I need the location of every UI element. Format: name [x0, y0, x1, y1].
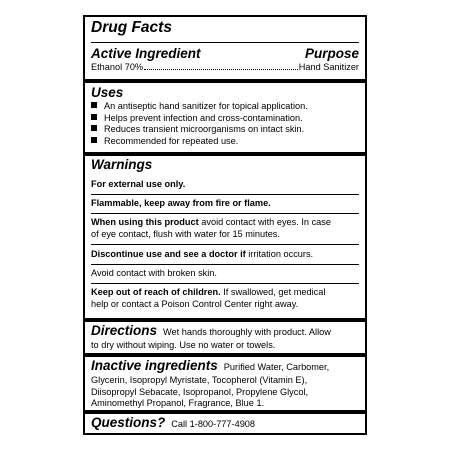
- warning-divider: [91, 194, 359, 195]
- directions-section: Directions Wet hands thoroughly with product. Allow to dry without wiping. Use no water or towels.: [91, 323, 331, 350]
- warning-broken-skin: Avoid contact with broken skin.: [91, 268, 217, 278]
- uses-list: [91, 101, 359, 147]
- purpose-header: Purpose: [304, 46, 359, 61]
- list-item: Helps prevent infection and cross-contamination.: [91, 113, 359, 125]
- questions-section: [85, 415, 365, 432]
- questions-header: Questions?: [91, 415, 166, 430]
- list-item: An antiseptic hand sanitizer for topical application.: [91, 101, 359, 113]
- warning-divider: [91, 213, 359, 214]
- leader-dots: [144, 69, 298, 70]
- warnings-header: Warnings: [91, 157, 153, 172]
- warning-external: For external use only.: [91, 179, 186, 189]
- active-ingredient-header: Active Ingredient: [91, 46, 201, 61]
- drug-facts-title: Drug Facts: [91, 19, 172, 36]
- section-divider: [85, 152, 365, 156]
- warning-divider: [91, 283, 359, 284]
- title-divider: [91, 42, 359, 43]
- bullet-icon: [91, 102, 97, 108]
- section-divider: [85, 353, 365, 357]
- section-divider: [85, 410, 365, 414]
- bullet-icon: [91, 125, 97, 131]
- bullet-icon: [91, 137, 97, 143]
- active-ingredient-section: [85, 46, 365, 74]
- section-divider: [85, 318, 365, 322]
- questions-phone: Call 1-800-777-4908: [171, 419, 256, 429]
- section-divider: [85, 79, 365, 83]
- list-item: Recommended for repeated use.: [91, 136, 359, 148]
- uses-section: [85, 85, 365, 147]
- warning-flammable: Flammable, keep away from fire or flame.: [91, 198, 271, 208]
- warning-discontinue: Discontinue use and see a doctor if irritation occurs.: [91, 249, 314, 259]
- ingredient-purpose: Hand Sanitizer: [298, 62, 359, 72]
- directions-header: Directions: [91, 323, 158, 338]
- warning-divider: [91, 264, 359, 265]
- inactive-ingredients-header: Inactive ingredients: [91, 358, 218, 373]
- list-item: Reduces transient microorganisms on intact skin.: [91, 124, 359, 136]
- active-ingredient-line: [91, 62, 359, 74]
- inactive-ingredients-section: Inactive ingredients Purified Water, Carbomer, Glycerin, Isopropyl Myristate, Tocopherol (Vitamin E), Diisopropyl Sebacate, Isopropanol, Propylene Glycol, Aminomethyl Propanol, Fragrance, Blue 1.: [91, 358, 330, 409]
- uses-header: Uses: [91, 85, 124, 100]
- warnings-header-block: [85, 157, 365, 173]
- drug-facts-panel: [83, 15, 367, 435]
- ingredient-name: Ethanol 70%: [91, 62, 144, 72]
- warning-divider: [91, 244, 359, 245]
- bullet-icon: [91, 114, 97, 120]
- warning-when-using: When using this product avoid contact with eyes. In case of eye contact, flush with water for 15 minutes.: [91, 217, 331, 239]
- warning-children: Keep out of reach of children. If swallowed, get medical help or contact a Poison Control Center right away.: [91, 287, 326, 309]
